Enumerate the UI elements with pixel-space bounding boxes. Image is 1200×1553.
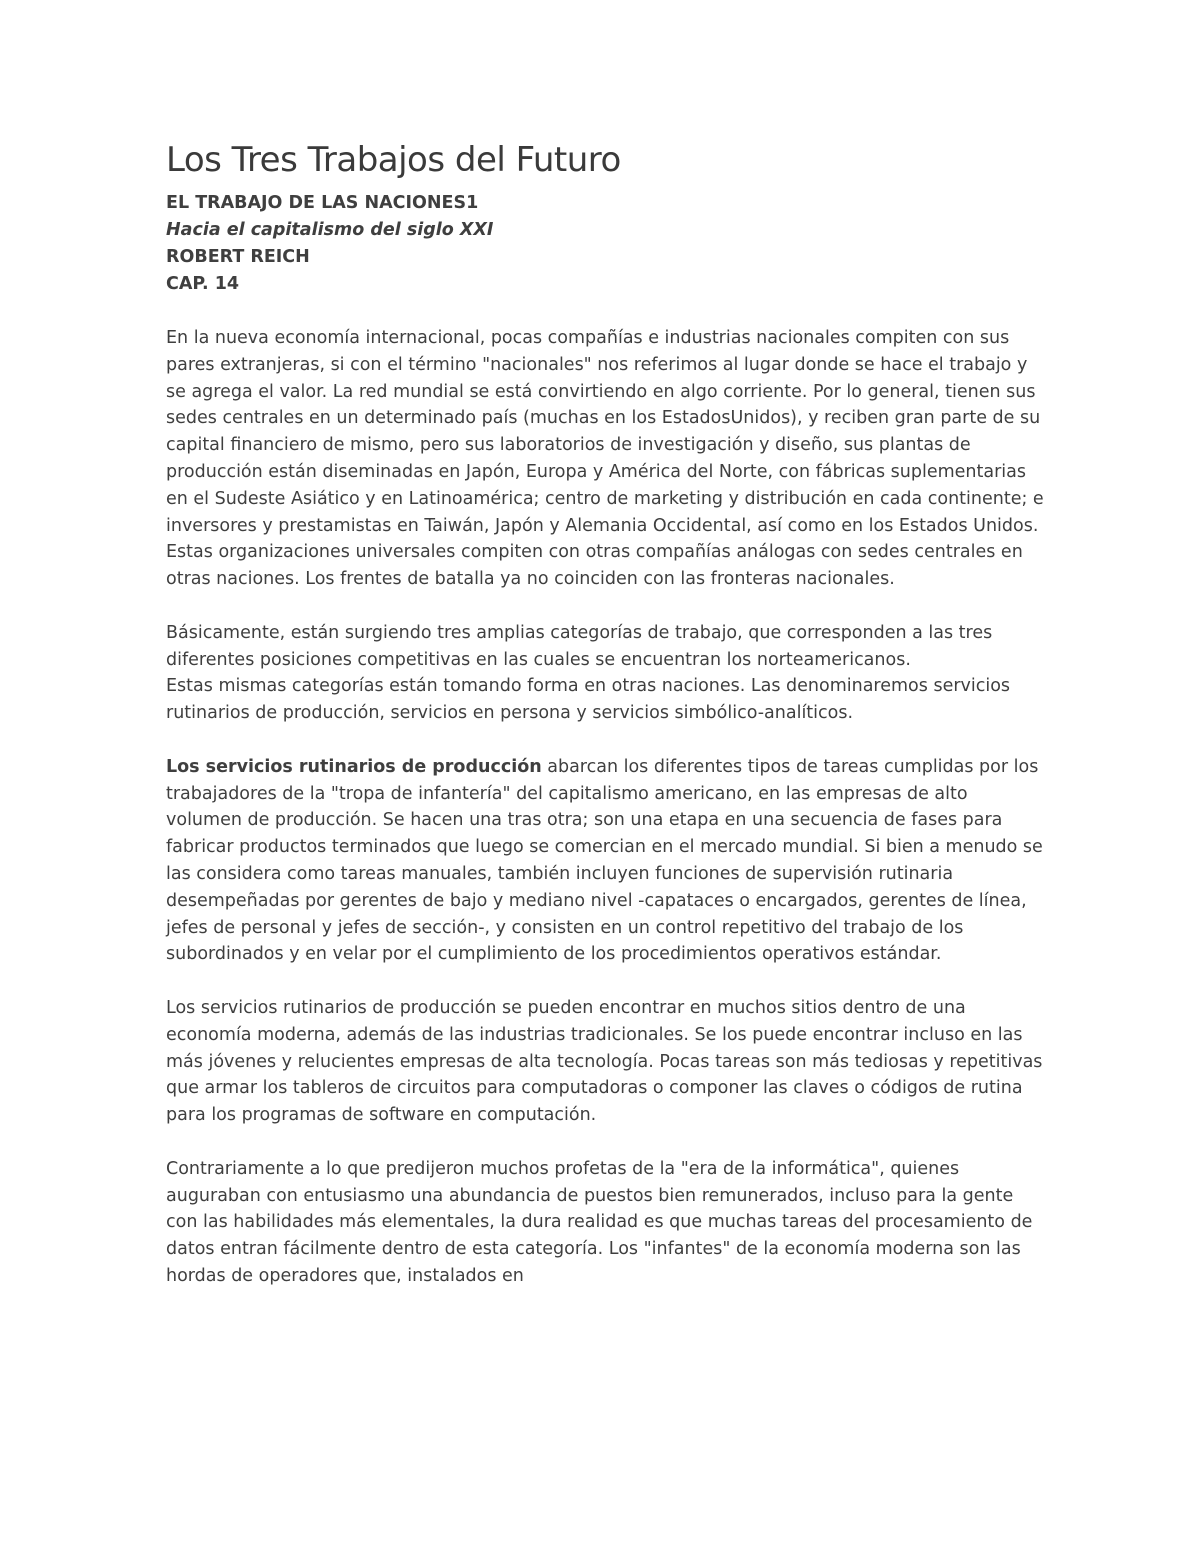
paragraph-5: Contrariamente a lo que predijeron muchos profetas de la "era de la informática", quienes auguraban con entusiasmo una abundancia de puestos bien remunerados, incluso para la gente con las habilidades más elementales, la dura realidad es que muchas tareas del procesamiento de datos entran fácilmente dentro de esta categoría. Los "infantes" de la economía moderna son las hordas de operadores que, instalados en bbox=[166, 1158, 1033, 1286]
paragraph-3-lead: Los servicios rutinarios de producción bbox=[166, 756, 542, 777]
book-subtitle: Hacia el capitalismo del siglo XXI bbox=[166, 220, 494, 240]
paragraph-2a: Básicamente, están surgiendo tres amplias categorías de trabajo, que corresponden a las tres diferentes posiciones competitivas en las cuales se encuentran los norteamericanos. bbox=[166, 622, 993, 670]
document-title: Los Tres Trabajos del Futuro bbox=[166, 140, 621, 180]
paragraph-1: En la nueva economía internacional, pocas compañías e industrias nacionales compiten con sus pares extranjeras, si con el término "nacionales" nos referimos al lugar donde se hace el trabajo y se agrega el valor. La red mundial se está convirtiendo en algo corriente. Por lo general, tienen sus sedes centrales en un determinado país (muchas en los EstadosUnidos), y reciben gran parte de su capital financiero de mismo, pero sus laboratorios de investigación y diseño, sus plantas de producción están diseminadas en Japón, Europa y América del Norte, con fábricas suplementarias en el Sudeste Asiático y en Latinoamérica; centro de marketing y distribución en cada continente; e inversores y prestamistas en Taiwán, Japón y Alemania Occidental, así como en los Estados Unidos. Estas organizaciones universales compiten con otras compañías análogas con sedes centrales en otras naciones. Los frentes de batalla ya no coinciden con las fronteras nacionales. bbox=[166, 328, 1044, 590]
document-page bbox=[166, 138, 1046, 1316]
paragraph-3-body: abarcan los diferentes tipos de tareas cumplidas por los trabajadores de la "tropa de infantería" del capitalismo americano, en las empresas de alto volumen de producción. Se hacen una tras otra; son una etapa en una secuencia de fases para fabricar productos terminados que luego se comercian en el mercado mundial. Si bien a menudo se las considera como tareas manuales, también incluyen funciones de supervisión rutinaria desempeñadas por gerentes de bajo y mediano nivel -capataces o encargados, gerentes de línea, jefes de personal y jefes de sección-, y consisten en un control repetitivo del trabajo de los subordinados y en velar por el cumplimiento de los procedimientos operativos estándar. bbox=[166, 756, 1043, 965]
paragraph-4: Los servicios rutinarios de producción se pueden encontrar en muchos sitios dentro de una economía moderna, además de las industrias tradicionales. Se los puede encontrar incluso en las más jóvenes y relucientes empresas de alta tecnología. Pocas tareas son más tediosas y repetitivas que armar los tableros de circuitos para computadoras o componer las claves o códigos de rutina para los programas de software en computación. bbox=[166, 997, 1043, 1126]
paragraph-2b: Estas mismas categorías están tomando forma en otras naciones. Las denominaremos servicios rutinarios de producción, servicios en persona y servicios simbólico-analíticos. bbox=[166, 676, 1011, 724]
chapter-label: CAP. 14 bbox=[166, 274, 240, 294]
author-name: ROBERT REICH bbox=[166, 247, 310, 267]
paragraph-3 bbox=[166, 754, 1046, 968]
document-header-block bbox=[166, 190, 1046, 298]
book-title: EL TRABAJO DE LAS NACIONES1 bbox=[166, 193, 479, 213]
